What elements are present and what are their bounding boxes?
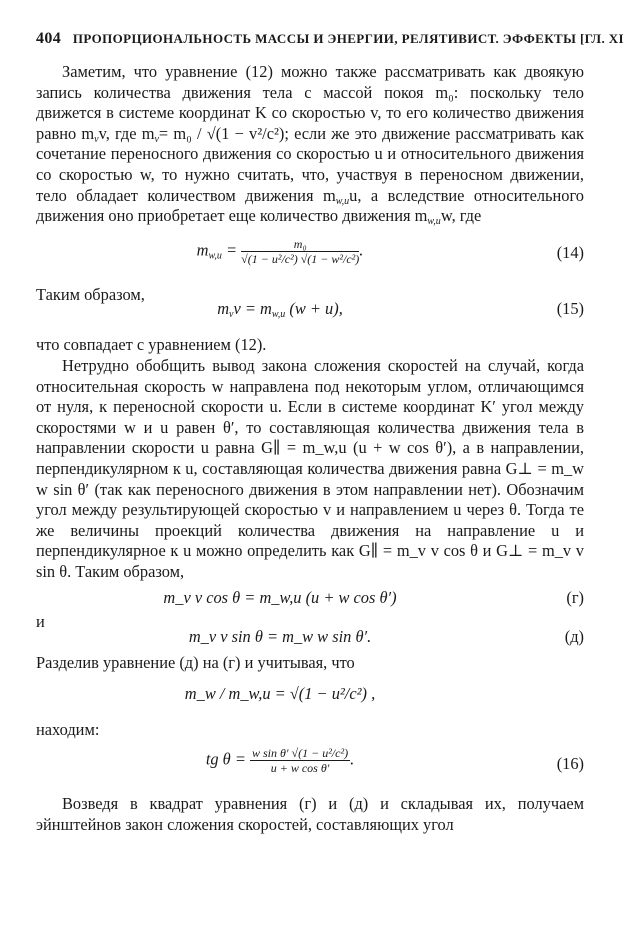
equation-ratio [36,674,584,720]
eq15-sub-wu: w,u [271,309,286,321]
coincides-text: что совпадает с уравнением (12). [36,335,267,355]
eq15-sub-v: v [229,309,234,321]
eq15-m: m [217,299,230,319]
eq14-number: (14) [556,242,584,262]
eq15-rest: v = m [233,299,272,319]
paragraph-last: Возведя в квадрат уравнения (г) и (д) и складывая их, получаем эйнштейнов закон сложения скоростей, составляющих угол [36,794,584,834]
p1-part-c: = m₀ / √(1 − v²/c²); если же это движение рассматривать как сочетание переносного движения со скоростью u и относительного движения со скоростью w, то нужно считать, что, участвуя в переносном движении, тело обладает количеством движения m [36,123,584,205]
eq14-lhs: m [196,240,209,260]
eq16-number: (16) [556,754,584,774]
eqg-number: (г) [566,588,584,608]
divide-text: Разделив уравнение (д) на (г) и учитывая, что [36,653,355,673]
eq16-denominator: u + w cos θ′ [270,761,330,776]
running-header [36,30,625,48]
p1-part-d: u, а вследствие относительного движения оно приобретает еще количество движения m [36,185,584,226]
eq16-fraction [250,746,350,775]
paragraph-2: Нетрудно обобщить вывод закона сложения скоростей на случай, когда относительная скорость w направлена под некоторым углом, отличающимся от нуля, к переносной скорости u. Если в системе координат K′ угол между скоростями w и u равен θ′, то составляющая количества движения тела в направлении скорости u равна G∥ = m_w,u (u + w cos θ′), а в направлении, перпендикулярном к u, составляющая количества движения равна G⊥ = m_w w sin θ′ (так как переносного движения в этом направлении нет). Обозначим угол между результирующей скоростью v и направлением u через θ. Тогда те же величины проекций количества движения на направление u и перпендикулярное к u можно определить как G∥ = m_v v cos θ и G⊥ = m_v v sin θ. Таким образом, [36,355,584,581]
p1-part-e: w, где [440,206,482,226]
find-text: находим: [36,719,100,739]
eq14-fraction [241,237,359,266]
eq15-number: (15) [556,299,584,319]
equation-15 [36,299,584,335]
equation-g [36,582,584,612]
equation-d [36,619,584,653]
eq14-denominator: √(1 − u²/c²) √(1 − w²/c²) [241,251,360,266]
eq16-lhs: tg θ = [205,749,246,769]
eqd-number: (д) [564,627,584,647]
thus-label: Таким образом, [36,284,145,304]
equation-14: $m_{w,u}$ = $\frac{\text{m₀}}{\text{√(1 − u²/c²) √(1 − w²/c²)}}$ . (14) [196,236,584,266]
ratio-body: m_w / m_w,u = √(1 − u²/c²) , [184,683,376,703]
p1-part-a: Заметим, что уравнение (12) можно также рассматривать как двоякую запись количества движения тела с массой покоя m₀: поскольку тело движется в системе координат K со скоростью v, то его количество движения равно m [36,62,584,143]
eq14-lhs-sub: w,u [208,250,222,262]
page-number: 404 [36,30,62,47]
and-text: и [36,612,45,632]
eq14-numerator: m₀ [241,237,359,252]
paragraph-1: Заметим, что уравнение (12) можно также рассматривать как двоякую запись количества движения тела с массой покоя m₀: поскольку тело движется в системе координат K со скоростью v, то его количество движения равно $m_vv$, где $m_v= m_0 / √(1 - v^2/c^2)$; если же это движение рассматривать как сочетание переносного движения со скоростью u и относительного движения со скоростью w, то нужно считать, что, участвуя в переносном движении, тело обладает количеством движения $m_{w,u}u$, а вследствие относительного движения оно приобретает еще количество движения $m_{w,u}w$, где [36,62,584,228]
running-title: ПРОПОРЦИОНАЛЬНОСТЬ МАССЫ И ЭНЕРГИИ, РЕЛЯТИВИСТ. ЭФФЕКТЫ [ГЛ. XI [72,31,625,46]
eq15-tail: (w + u), [285,299,343,319]
eqd-body: m_v v sin θ = m_w w sin θ′. [188,627,372,647]
p1-part-b: v, где m [98,123,155,143]
page [36,30,625,835]
equation-16: tg θ = $\frac{\text{w sin θ′ √(1 − u²/c²)}}{\text{u + w cos θ′}}$ . (16) [205,746,584,776]
eqg-body: m_v v cos θ = m_w,u (u + w cos θ′) [163,588,397,608]
eq16-numerator: w sin θ′ √(1 − u²/c²) [252,746,349,761]
